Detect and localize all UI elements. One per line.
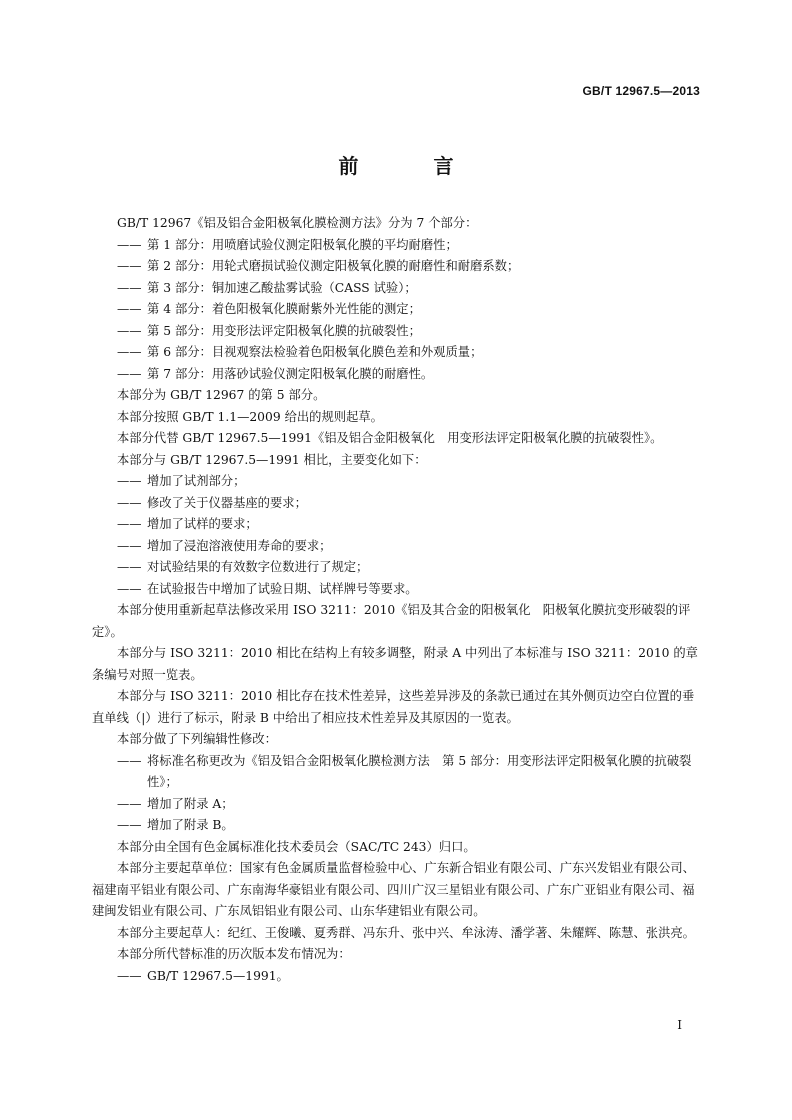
paragraph-text: 第 7 部分：用落砂试验仪测定阳极氧化膜的耐磨性。 xyxy=(147,366,434,381)
paragraph-text: 本部分与 ISO 3211：2010 相比存在技术性差异，这些差异涉及的条款已通过在其外侧页边空白位置的垂直单线（|）进行了标示，附录 B 中给出了相应技术性差异及其原因的一览表。 xyxy=(92,689,695,725)
list-dash: —— xyxy=(117,796,142,811)
foreword-body xyxy=(92,213,702,987)
list-item xyxy=(92,751,702,794)
list-item xyxy=(92,471,702,493)
list-dash: —— xyxy=(117,581,142,596)
paragraph-text: 本部分由全国有色金属标准化技术委员会（SAC/TC 243）归口。 xyxy=(117,839,476,854)
list-dash: —— xyxy=(117,495,142,510)
list-item xyxy=(92,299,702,321)
paragraph xyxy=(92,643,702,686)
paragraph-text: 第 3 部分：铜加速乙酸盐雾试验（CASS 试验）； xyxy=(147,280,417,295)
list-dash: —— xyxy=(117,345,142,359)
list-dash: —— xyxy=(117,323,142,338)
standard-code: GB/T 12967.5—2013 xyxy=(582,84,700,98)
list-item xyxy=(92,536,702,558)
paragraph-text: 第 5 部分：用变形法评定阳极氧化膜的抗破裂性； xyxy=(147,323,421,338)
list-item xyxy=(92,342,702,364)
paragraph-text: 增加了附录 B。 xyxy=(147,818,234,832)
list-item xyxy=(92,794,702,816)
paragraph-text: 本部分与 GB/T 12967.5—1991 相比，主要变化如下： xyxy=(117,452,427,467)
paragraph-text: 本部分代替 GB/T 12967.5—1991《铝及铝合金阳极氧化 用变形法评定阳极氧化膜的抗破裂性》。 xyxy=(117,431,663,445)
list-dash: —— xyxy=(117,560,142,574)
paragraph xyxy=(92,837,702,859)
list-item xyxy=(92,364,702,386)
page-title: 前 言 xyxy=(338,154,488,178)
paragraph xyxy=(92,600,702,643)
paragraph xyxy=(92,407,702,429)
paragraph xyxy=(92,213,702,235)
paragraph xyxy=(92,944,702,966)
list-item xyxy=(92,321,702,343)
list-item xyxy=(92,557,702,579)
paragraph xyxy=(92,729,702,751)
list-dash: —— xyxy=(117,474,142,488)
list-dash: —— xyxy=(117,237,142,252)
paragraph-text: GB/T 12967.5—1991。 xyxy=(147,968,289,983)
list-dash: —— xyxy=(117,280,142,295)
list-dash: —— xyxy=(117,538,142,553)
paragraph-text: 本部分主要起草单位：国家有色金属质量监督检验中心、广东新合铝业有限公司、广东兴发铝业有限公司、福建南平铝业有限公司、广东南海华豪铝业有限公司、四川广汉三星铝业有限公司、广东广亚铝业有限公司、福建闽发铝业有限公司、广东凤铝铝业有限公司、山东华建铝业有限公司。 xyxy=(92,861,695,918)
paragraph-text: 第 1 部分：用喷磨试验仪测定阳极氧化膜的平均耐磨性； xyxy=(147,237,458,252)
list-item xyxy=(92,493,702,515)
paragraph-text: 增加了浸泡溶液使用寿命的要求； xyxy=(147,538,332,553)
paragraph-text: 在试验报告中增加了试验日期、试样牌号等要求。 xyxy=(147,581,418,596)
list-item xyxy=(92,966,702,988)
paragraph-text: 本部分所代替标准的历次版本发布情况为： xyxy=(117,947,351,961)
paragraph-text: 本部分做了下列编辑性修改： xyxy=(117,732,277,746)
list-item xyxy=(92,579,702,601)
paragraph-text: 增加了试剂部分； xyxy=(147,474,246,488)
paragraph-text: 第 6 部分：目视观察法检验着色阳极氧化膜色差和外观质量； xyxy=(147,345,483,359)
list-dash: —— xyxy=(117,302,142,316)
paragraph-text: 对试验结果的有效数字位数进行了规定； xyxy=(147,560,369,574)
paragraph-text: 增加了试样的要求； xyxy=(147,517,258,531)
paragraph-text: 增加了附录 A； xyxy=(147,796,234,811)
paragraph xyxy=(92,858,702,923)
paragraph-text: 第 2 部分：用轮式磨损试验仪测定阳极氧化膜的耐磨性和耐磨系数； xyxy=(147,259,520,273)
paragraph-text: 第 4 部分：着色阳极氧化膜耐紫外光性能的测定； xyxy=(147,302,421,316)
paragraph-text: 本部分主要起草人：纪红、王俊曦、夏秀群、冯东升、张中兴、牟泳涛、潘学著、朱耀辉、陈慧、张洪亮。 xyxy=(117,925,695,940)
list-dash: —— xyxy=(117,968,142,983)
paragraph xyxy=(92,923,702,945)
list-item xyxy=(92,235,702,257)
paragraph-text: 本部分使用重新起草法修改采用 ISO 3211：2010《铝及其合金的阳极氧化 阳极氧化膜抗变形破裂的评定》。 xyxy=(92,603,691,639)
list-dash: —— xyxy=(117,517,142,531)
page-number: I xyxy=(677,1018,682,1032)
paragraph-text: 本部分为 GB/T 12967 的第 5 部分。 xyxy=(117,388,326,402)
list-dash: —— xyxy=(117,366,142,381)
paragraph-text: 本部分与 ISO 3211：2010 相比在结构上有较多调整，附录 A 中列出了本标准与 ISO 3211：2010 的章条编号对照一览表。 xyxy=(92,646,698,682)
paragraph-text: 将标准名称更改为《铝及铝合金阳极氧化膜检测方法 第 5 部分：用变形法评定阳极氧化膜的抗破裂性》； xyxy=(147,753,692,789)
list-item xyxy=(92,815,702,837)
paragraph xyxy=(92,450,702,472)
list-item xyxy=(92,514,702,536)
list-dash: —— xyxy=(117,818,142,832)
list-dash: —— xyxy=(117,753,142,768)
list-item xyxy=(92,278,702,300)
paragraph-text: 修改了关于仪器基座的要求； xyxy=(147,495,307,510)
list-dash: —— xyxy=(117,259,142,273)
paragraph-text: 本部分按照 GB/T 1.1—2009 给出的规则起草。 xyxy=(117,409,383,424)
paragraph xyxy=(92,428,702,450)
paragraph xyxy=(92,686,702,729)
list-item xyxy=(92,256,702,278)
paragraph xyxy=(92,385,702,407)
paragraph-text: GB/T 12967《铝及铝合金阳极氧化膜检测方法》分为 7 个部分： xyxy=(117,216,478,230)
